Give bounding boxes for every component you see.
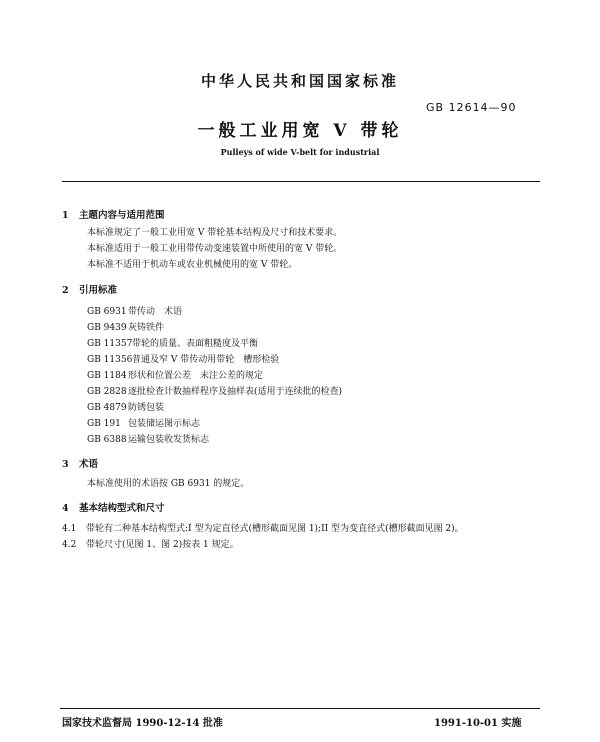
section-4-heading [62,500,165,514]
bottom-rule [60,708,540,709]
reference-code: GB 6388 [87,435,127,445]
reference-item [87,320,164,333]
reference-title: 普通及窄 V 带传动用带轮 槽形检验 [132,355,280,365]
section-title: 引用标准 [79,285,118,296]
reference-code: GB 9439 [87,323,127,333]
reference-title: 包装储运图示标志 [128,419,201,429]
section-2-heading [62,282,117,296]
reference-title: 灰铸铁件 [128,323,165,333]
clause-text: 带轮有二种基本结构型式:I 型为定直径式(槽形截面见图 1);II 型为变直径式(槽形截面见图 2)。 [86,524,464,534]
reference-code: GB 11356 [87,355,133,365]
reference-title: 形状和位置公差 未注公差的规定 [128,371,264,381]
section-number: 3 [62,459,69,470]
section-number: 2 [62,285,69,296]
top-rule [62,181,540,182]
reference-code: GB 191 [87,419,121,429]
paragraph: 本标准不适用于机动车或农业机械使用的宽 V 带轮。 [87,260,298,270]
reference-item [87,400,164,413]
paragraph: 本标准使用的术语按 GB 6931 的规定。 [87,479,250,489]
clause-number: 4.1 [62,524,77,534]
document-title-english: Pulleys of wide V-belt for industrial [220,147,380,157]
clause-text: 带轮尺寸(见图 1、图 2)按表 1 规定。 [86,540,239,550]
reference-title: 逐批检查计数抽样程序及抽样表(适用于连续批的检查) [128,387,343,397]
reference-item [87,416,200,429]
national-standard-heading: 中华人民共和国国家标准 [200,72,399,90]
paragraph: 本标准适用于一般工业用带传动变速装置中所使用的宽 V 带轮。 [87,244,343,254]
section-1-heading [62,207,165,221]
clause-number: 4.2 [62,540,77,550]
standard-code: GB 12614—90 [426,101,517,114]
reference-title: 带传动 术语 [128,307,183,317]
reference-item [87,304,182,317]
section-number: 1 [62,210,69,221]
reference-code: GB 11357 [87,339,133,349]
reference-code: GB 1184 [87,371,127,381]
reference-code: GB 2828 [87,387,127,397]
implementation-date: 1991-10-01 实施 [434,718,522,729]
reference-title: 带轮的质量、表面粗糙度及平衡 [132,339,259,349]
reference-item [87,352,279,365]
approval-line: 国家技术监督局 1990-12-14 批准 [62,718,223,729]
section-title: 基本结构型式和尺寸 [79,503,165,514]
reference-item [87,368,263,381]
clause [62,521,464,534]
section-number: 4 [62,503,69,514]
document-title: 一般工业用宽 V 带轮 [197,121,403,141]
section-title: 术语 [79,459,99,470]
reference-title: 防锈包装 [128,403,165,413]
reference-code: GB 4879 [87,403,127,413]
paragraph: 本标准规定了一般工业用宽 V 带轮基本结构及尺寸和技术要求。 [87,228,343,238]
reference-title: 运输包装收发货标志 [128,435,210,445]
reference-item [87,432,209,445]
section-3-heading [62,456,98,470]
reference-code: GB 6931 [87,307,127,317]
reference-item [87,336,258,349]
section-title: 主题内容与适用范围 [79,210,165,221]
reference-item [87,384,342,397]
clause [62,537,239,550]
